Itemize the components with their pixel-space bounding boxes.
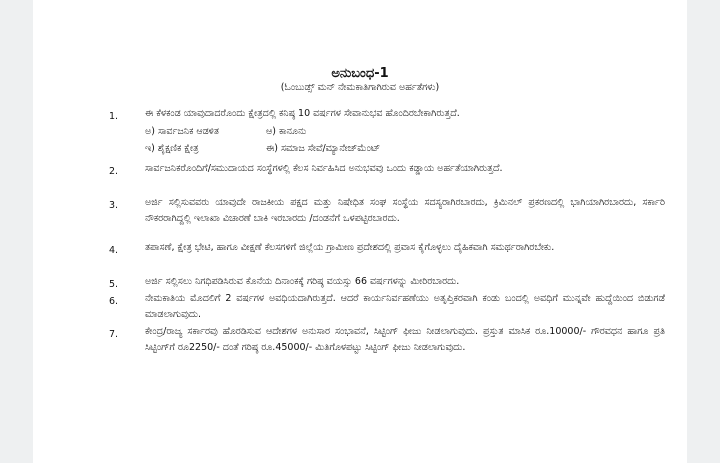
item-text: ಕೇಂದ್ರ/ರಾಜ್ಯ ಸರ್ಕಾರವು ಹೊರಡಿಸುವ ಆದೇಶಗಳ ಅನುಸಾರ ಸಂಭಾವನೆ, ಸಿಟ್ಟಿಂಗ್ ಫೀಜು ನೀಡಲಾಗುವುದು. ಪ್ರಸ್ತುತ ಮಾಸಿಕ ರೂ.10000/- ಗೌರವಧನ ಹಾಗೂ ಪ್ರತಿ ಸಿಟ್ಟಿಂಗ್‌ಗೆ ರೂ2250/- ದಂತೆ ಗರಿಷ್ಠ ರೂ.45000/- ಮಿತಿಗೊಳಪಟ್ಟು ಸಿಟ್ಟಿಂಗ್ ಫೀಜು ನೀಡಲಾಗುವುದು. xyxy=(145,326,665,353)
item-text: ಅರ್ಜಿ ಸಲ್ಲಿಸುವವರು ಯಾವುದೇ ರಾಜಕೀಯ ಪಕ್ಷದ ಮತ್ತು ನಿಷೇಧಿತ ಸಂಘ ಸಂಸ್ಥೆಯ ಸದಸ್ಯರಾಗಿರಬಾರದು, ಕ್ರಿಮಿನಲ್ ಪ್ರಕರಣದಲ್ಲಿ ಭಾಗಿಯಾಗಿರಬಾರದು, ಸರ್ಕಾರಿ ನೌಕರರಾಗಿದ್ದಲ್ಲಿ ಇಲಾಖಾ ವಿಚಾರಣೆ ಬಾಕಿ ಇರಬಾರದು /ದಂಡನೆಗೆ ಒಳಪಟ್ಟಿರಬಾರದು. xyxy=(145,197,665,224)
item-sub-option: ಆ) ಕಾನೂನು xyxy=(266,126,307,137)
item-text: ಈ ಕೆಳಕಂಡ ಯಾವುದಾದರೊಂದು ಕ್ಷೇತ್ರದಲ್ಲಿ ಕನಿಷ್ಠ 10 ವರ್ಷಗಳ ಸೇವಾನುಭವ ಹೊಂದಿರಬೇಕಾಗಿರುತ್ತದೆ. xyxy=(145,108,460,119)
item-text: ತಪಾಸಣೆ, ಕ್ಷೇತ್ರ ಭೇಟಿ, ಹಾಗೂ ವೀಕ್ಷಣೆ ಕೆಲಸಗಳಿಗೆ ಜಿಲ್ಲೆಯ ಗ್ರಾಮೀಣ ಪ್ರದೇಶದಲ್ಲಿ ಪ್ರವಾಸ ಕೈಗೊಳ್ಳಲು ದೈಹಿಕವಾಗಿ ಸಮರ್ಥರಾಗಿರಬೇಕು. xyxy=(145,242,555,253)
item-text: ಅರ್ಜಿ ಸಲ್ಲಿಸಲು ನಿಗಧಿಪಡಿಸಿರುವ ಕೊನೆಯ ದಿನಾಂಕಕ್ಕೆ ಗರಿಷ್ಠ ವಯಸ್ಸು 66 ವರ್ಷಗಳನ್ನು ಮೀರಿರಬಾರದು. xyxy=(145,276,460,287)
item-text: ಸಾರ್ವಜನಿಕರೊಂದಿಗೆ/ಸಮುದಾಯದ ಸಂಸ್ಥೆಗಳಲ್ಲಿ ಕೆಲಸ ನಿರ್ವಹಿಸಿದ ಅನುಭವವು ಒಂದು ಕಡ್ಡಾಯ ಅರ್ಹತೆಯಾಗಿರುತ್ತದೆ. xyxy=(145,163,503,174)
page-subtitle: (ಓಂಬುಡ್ಸ್ ಮನ್ ನೇಮಕಾತಿಗಾಗಿರುವ ಅರ್ಹತೆಗಳು) xyxy=(280,82,440,93)
item-number: 1. xyxy=(109,111,119,122)
item-text: ನೇಮಕಾತಿಯ ಮೊದಲಿಗೆ 2 ವರ್ಷಗಳ ಅವಧಿಯದಾಗಿರುತ್ತದೆ. ಆದರೆ ಕಾರ್ಯನಿರ್ವಹಣೆಯು ಅತೃಪ್ತಿಕರವಾಗಿ ಕಂಡು ಬಂದಲ್ಲಿ ಅವಧಿಗೆ ಮುನ್ನವೇ ಹುದ್ದೆಯಿಂದ ಬಿಡುಗಡೆ ಮಾಡಲಾಗುವುದು. xyxy=(145,293,665,320)
item-number: 6. xyxy=(109,296,119,307)
item-sub-option: ಅ) ಸಾರ್ವಜನಿಕ ಆಡಳಿತ xyxy=(145,126,219,137)
item-sub-option: ಇ) ಶೈಕ್ಷಣಿಕ ಕ್ಷೇತ್ರ xyxy=(145,143,199,154)
document-page xyxy=(33,0,687,463)
item-number: 7. xyxy=(109,329,119,340)
item-number: 5. xyxy=(109,279,119,290)
item-number: 2. xyxy=(109,166,119,177)
page-title: ಅನುಬಂಧ-1 xyxy=(331,66,389,81)
item-number: 4. xyxy=(109,245,119,256)
item-sub-option: ಈ) ಸಮಾಜ ಸೇವೆ/ಮ್ಯಾನೇಜ್‌ಮೆಂಟ್ xyxy=(266,143,381,154)
item-number: 3. xyxy=(109,200,119,211)
